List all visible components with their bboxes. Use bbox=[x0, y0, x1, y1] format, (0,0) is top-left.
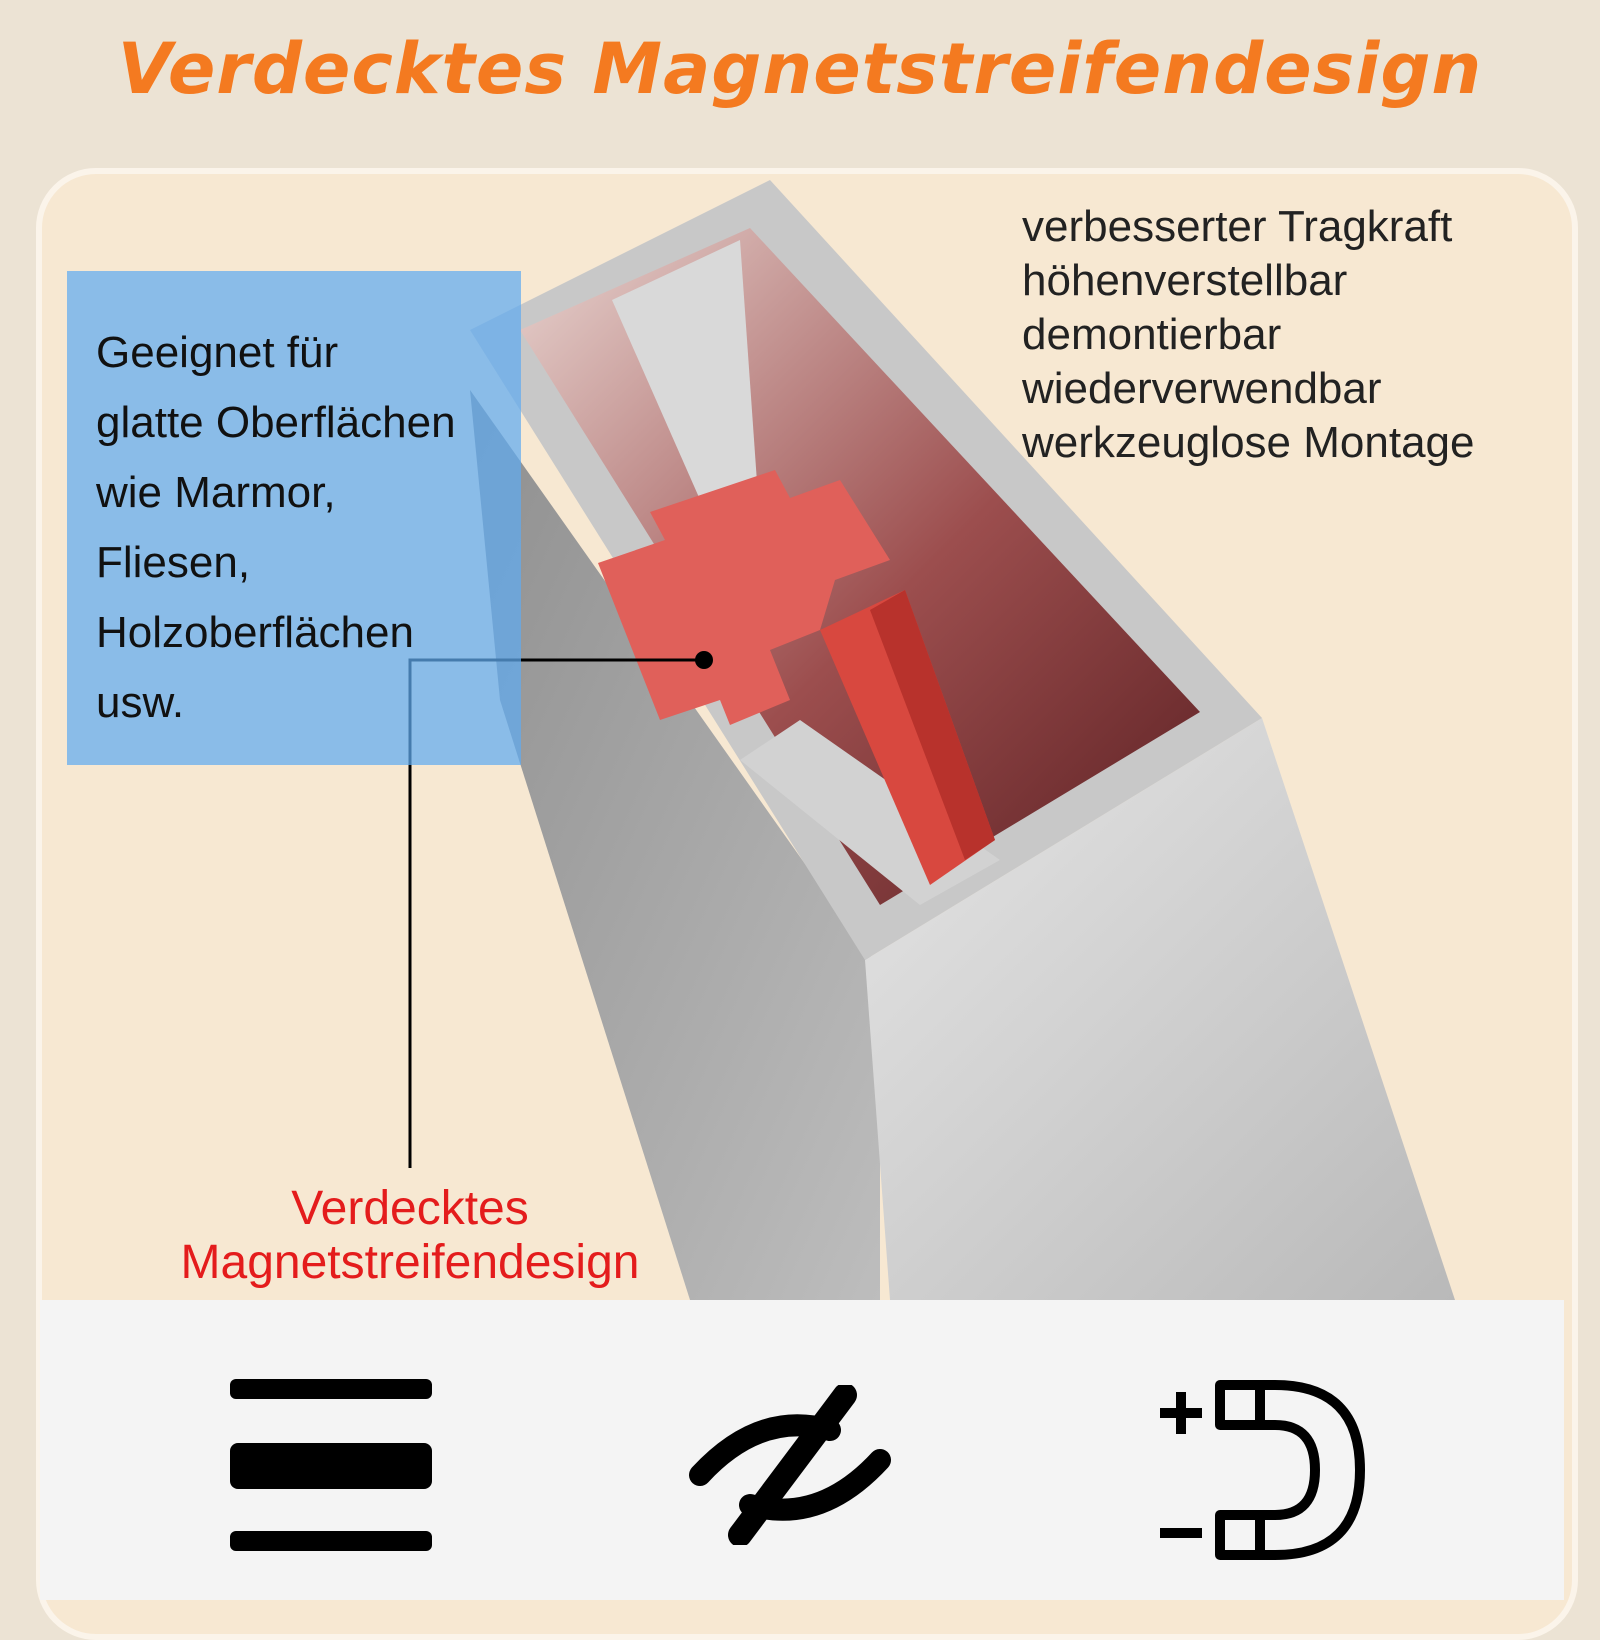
magnet-icon bbox=[1150, 1375, 1380, 1565]
info-line: Fliesen, bbox=[96, 538, 251, 587]
feature-item: wiederverwendbar bbox=[1022, 364, 1382, 413]
info-line: usw. bbox=[96, 678, 185, 727]
feature-list bbox=[1022, 200, 1474, 470]
feature-item: höhenverstellbar bbox=[1022, 256, 1348, 305]
info-box-text bbox=[96, 318, 516, 738]
callout-dot bbox=[695, 651, 713, 669]
info-line: wie Marmor, bbox=[96, 468, 336, 517]
callout-line-2: Magnetstreifendesign bbox=[180, 1236, 640, 1289]
info-line: Holzoberflächen bbox=[96, 608, 414, 657]
page-title: Verdecktes Magnetstreifendesign bbox=[117, 28, 1483, 110]
feature-item: werkzeuglose Montage bbox=[1022, 418, 1475, 467]
hidden-eye-icon bbox=[680, 1385, 900, 1545]
feature-item: verbesserter Tragkraft bbox=[1022, 202, 1453, 251]
strip-lines-icon bbox=[228, 1375, 434, 1555]
feature-item: demontierbar bbox=[1022, 310, 1282, 359]
info-line: Geeignet für bbox=[96, 328, 339, 377]
callout-label bbox=[110, 1182, 710, 1290]
callout-line-1: Verdecktes bbox=[291, 1182, 529, 1235]
info-line: glatte Oberflächen bbox=[96, 398, 456, 447]
